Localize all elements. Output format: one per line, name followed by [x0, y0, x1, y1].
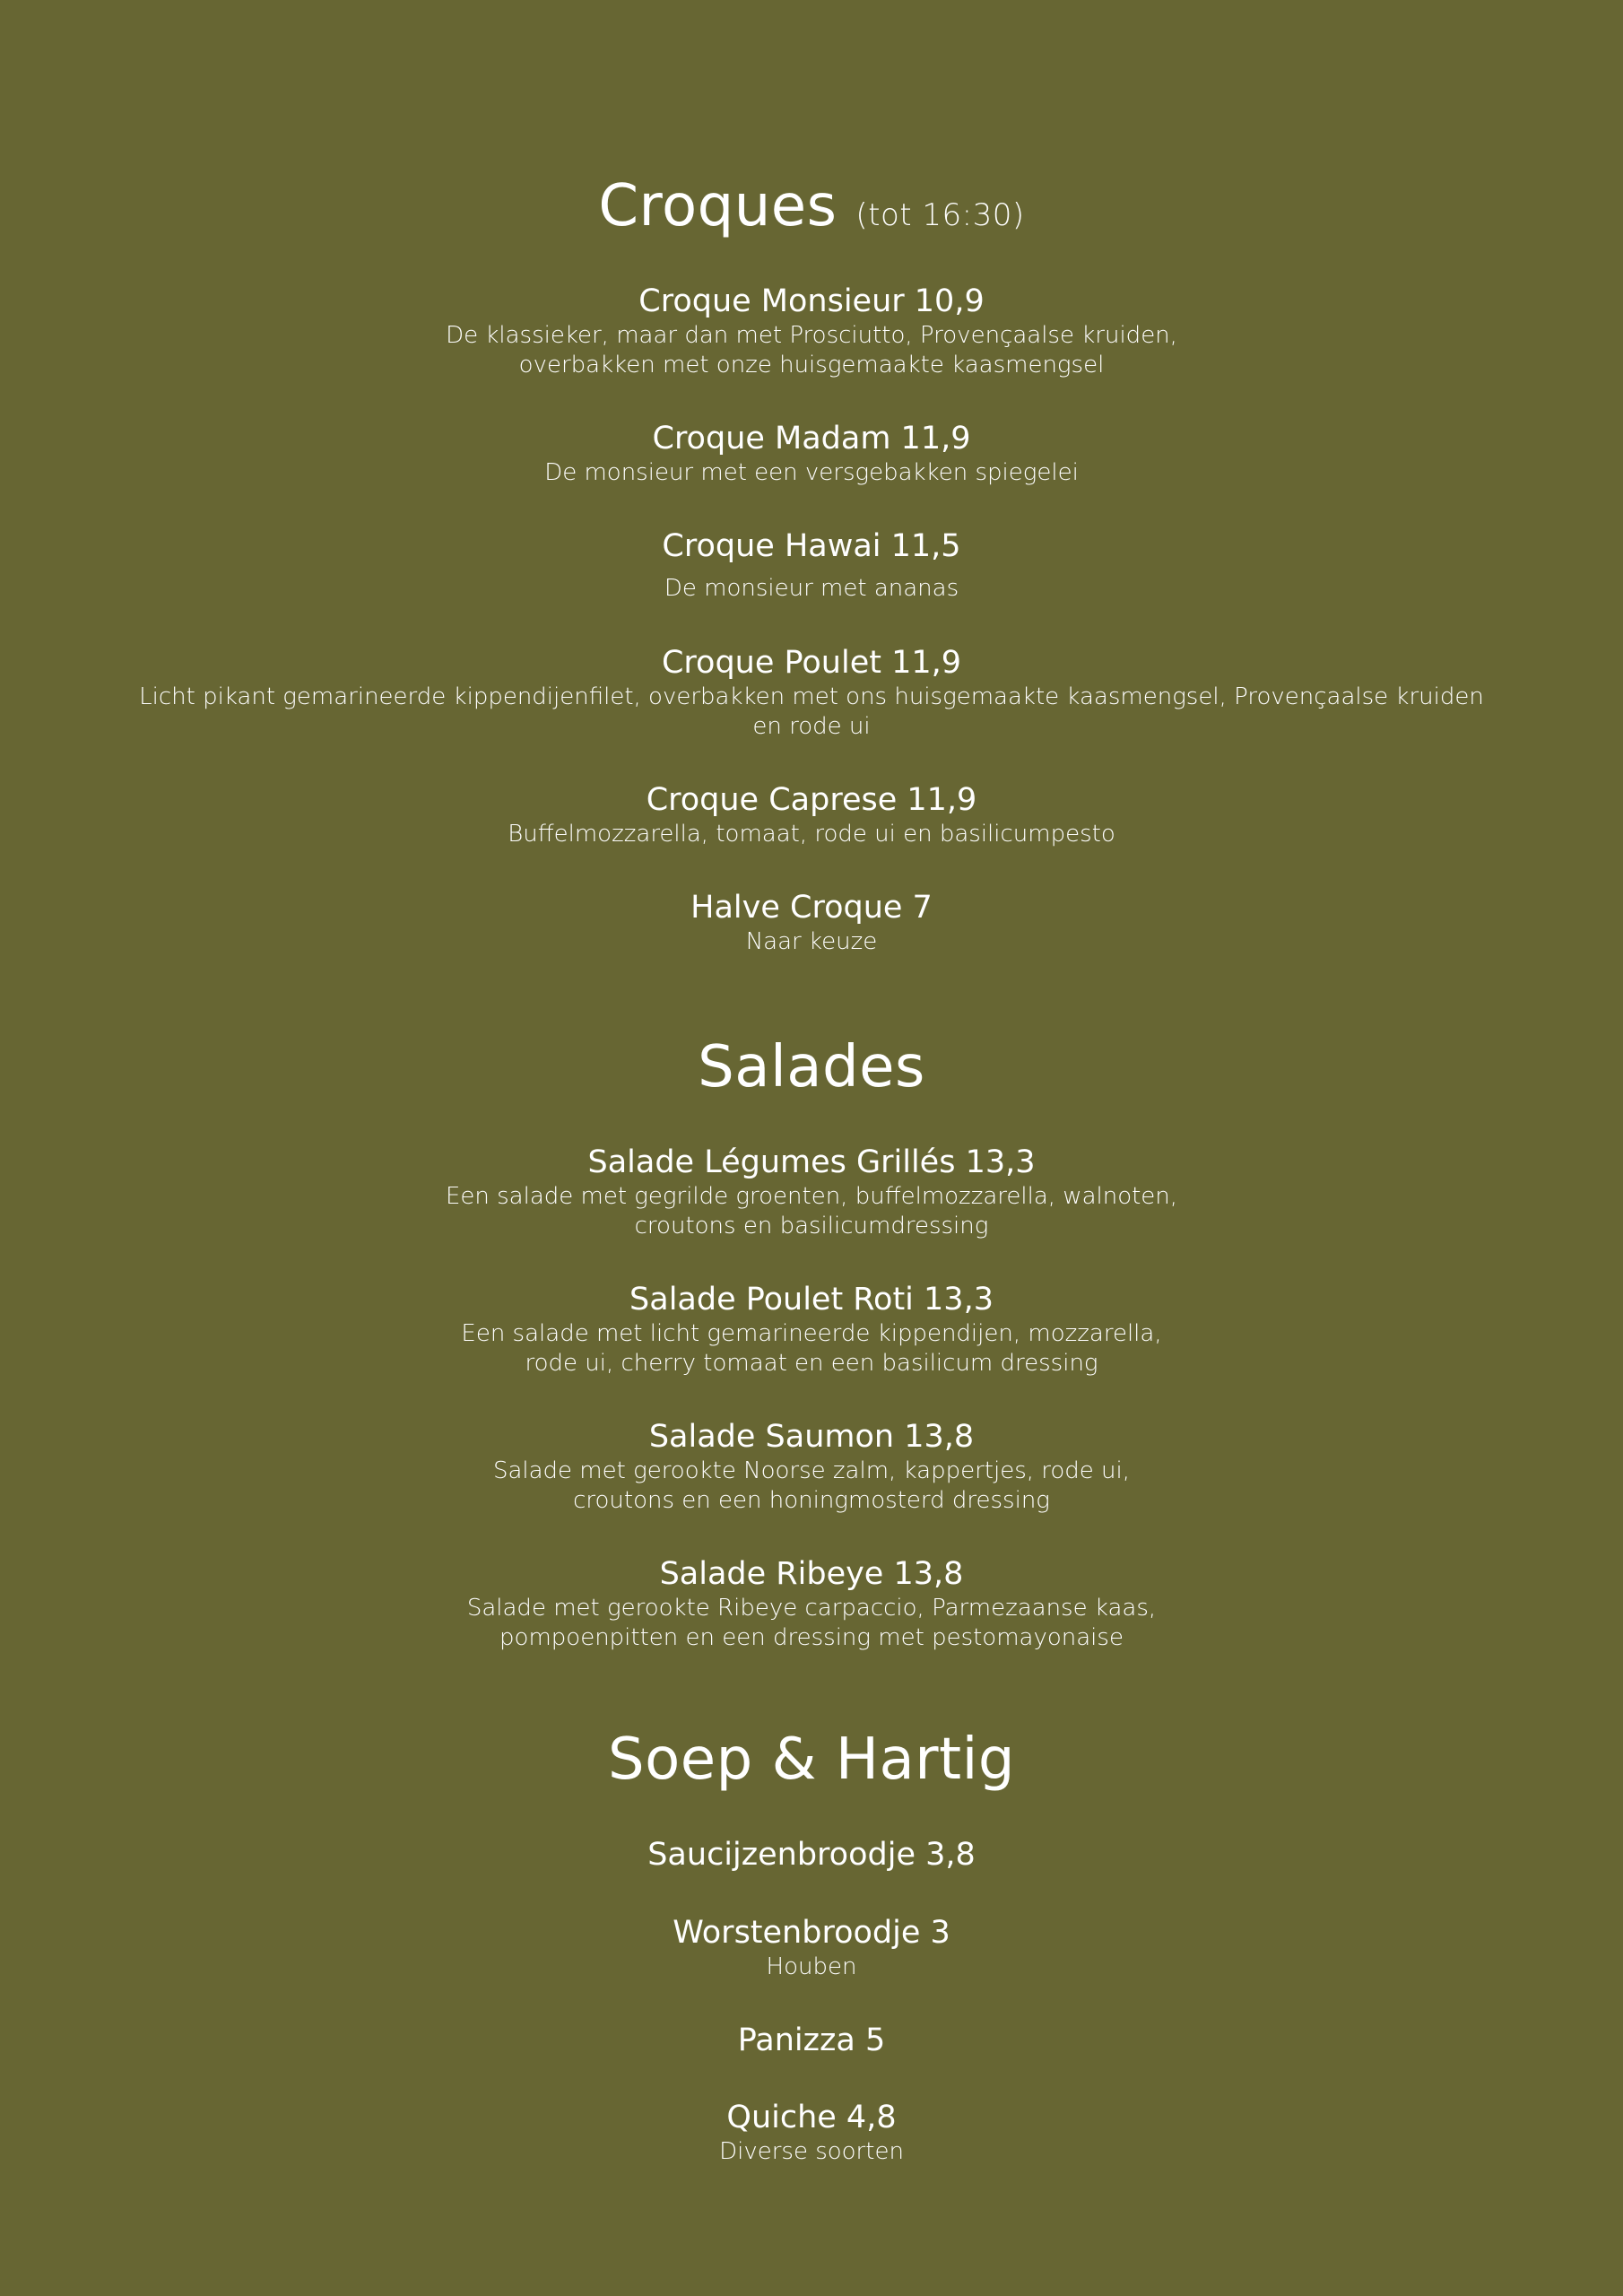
section-title-text: Croques — [598, 173, 838, 239]
menu-item-name: Salade Poulet Roti 13,3 — [629, 1282, 994, 1318]
menu-item-description — [0, 683, 1623, 742]
menu-item-name: Croque Monsieur 10,9 — [638, 283, 985, 319]
menu-item-description — [0, 458, 1623, 488]
description-line: Houben — [766, 1953, 857, 1980]
menu-item-description — [0, 1319, 1623, 1378]
description-line: pompoenpitten en een dressing met pestomayonaise — [499, 1624, 1124, 1651]
section-title-salades — [0, 1034, 1623, 1100]
menu-item-description — [0, 820, 1623, 849]
description-line: Buffelmozzarella, tomaat, rode ui en basilicumpesto — [508, 821, 1115, 848]
menu-item-name: Halve Croque 7 — [690, 890, 933, 926]
description-line: rode ui, cherry tomaat en een basilicum dressing — [525, 1350, 1098, 1377]
menu-item-description — [0, 1952, 1623, 1982]
menu-item-name: Saucijzenbroodje 3,8 — [647, 1837, 976, 1873]
description-line: De monsieur met ananas — [664, 575, 959, 602]
description-line: De monsieur met een versgebakken spiegelei — [544, 459, 1079, 486]
menu-item-name: Quiche 4,8 — [726, 2100, 897, 2135]
menu-item-description — [0, 1182, 1623, 1241]
description-line: croutons en basilicumdressing — [634, 1213, 989, 1239]
menu-item-description — [0, 2137, 1623, 2167]
description-line: Diverse soorten — [719, 2138, 904, 2165]
description-line: croutons en een honingmosterd dressing — [573, 1487, 1050, 1514]
description-line: Salade met gerookte Ribeye carpaccio, Parmezaanse kaas, — [466, 1595, 1157, 1622]
menu-item-name: Croque Hawai 11,5 — [662, 528, 961, 564]
menu-item-description — [0, 1594, 1623, 1653]
section-title-croques — [0, 173, 1623, 239]
menu-item-name: Salade Légumes Grillés 13,3 — [587, 1144, 1036, 1180]
menu-item-name: Croque Caprese 11,9 — [646, 782, 977, 818]
description-line: Een salade met licht gemarineerde kippendijen, mozzarella, — [461, 1320, 1162, 1347]
menu-item-name: Croque Poulet 11,9 — [661, 645, 962, 681]
menu-item-name: Salade Saumon 13,8 — [648, 1419, 975, 1455]
description-line: De klassieker, maar dan met Prosciutto, Provençaalse kruiden, — [446, 322, 1177, 349]
menu-item-description — [0, 574, 1623, 604]
description-line: Licht pikant gemarineerde kippendijenfilet, overbakken met ons huisgemaakte kaasmengsel, Provençaalse kruiden — [139, 683, 1484, 710]
menu-item-description — [0, 321, 1623, 380]
menu-item-name: Croque Madam 11,9 — [652, 421, 971, 457]
section-title-text: Soep & Hartig — [607, 1726, 1016, 1793]
menu-item-name: Salade Ribeye 13,8 — [659, 1556, 964, 1592]
description-line: Naar keuze — [745, 928, 878, 955]
description-line: en rode ui — [752, 713, 871, 740]
description-line: overbakken met onze huisgemaakte kaasmengsel — [518, 352, 1105, 378]
description-line: Salade met gerookte Noorse zalm, kappertjes, rode ui, — [492, 1457, 1131, 1484]
menu-item-name: Worstenbroodje 3 — [673, 1915, 950, 1951]
section-title-text: Salades — [698, 1034, 925, 1100]
section-title-soep-hartig — [0, 1726, 1623, 1793]
menu-item-description — [0, 927, 1623, 957]
section-note: (tot 16:30) — [855, 197, 1025, 233]
description-line: Een salade met gegrilde groenten, buffelmozzarella, walnoten, — [445, 1183, 1178, 1210]
menu-item-name: Panizza 5 — [737, 2022, 886, 2058]
menu-item-description — [0, 1457, 1623, 1516]
